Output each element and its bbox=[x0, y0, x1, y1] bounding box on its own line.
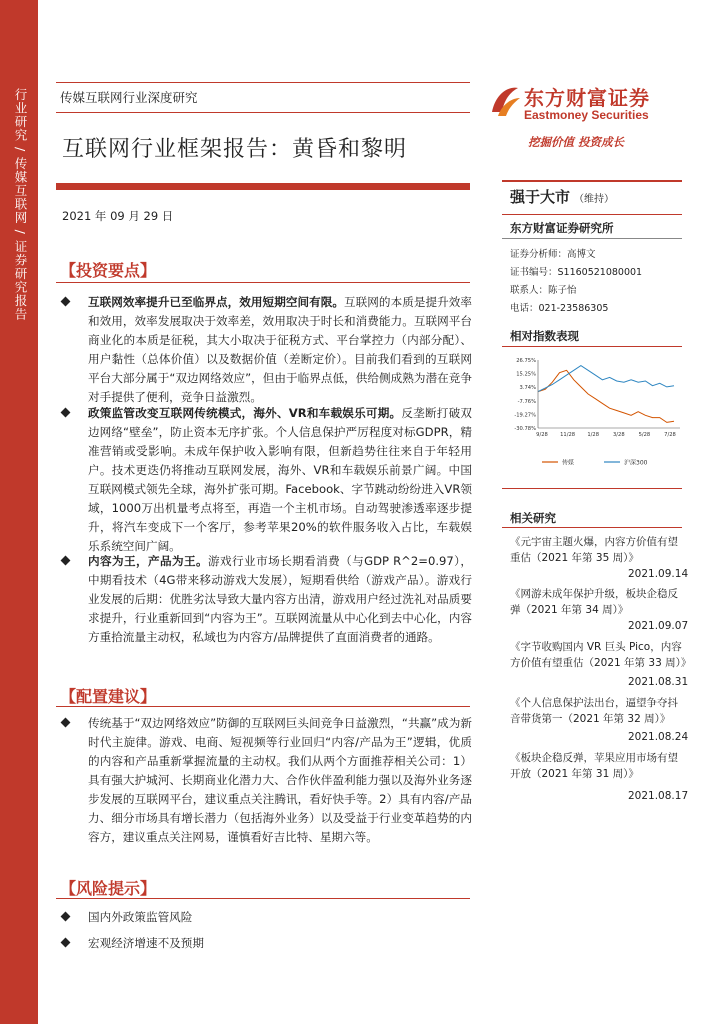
section-rule-config bbox=[56, 706, 470, 707]
bullet-diamond-icon bbox=[61, 718, 71, 728]
risk-point-1 bbox=[62, 908, 472, 927]
logo-mark-icon bbox=[488, 82, 522, 120]
bullet-diamond-icon bbox=[61, 556, 71, 566]
perf-head: 相对指数表现 bbox=[510, 329, 579, 343]
rating-sub: （维持） bbox=[574, 194, 615, 205]
risk-point-2 bbox=[62, 934, 472, 953]
section-head-invest: 【投资要点】 bbox=[60, 261, 157, 280]
chart-y-tick-label: 3.74% bbox=[519, 385, 536, 392]
company-logo bbox=[488, 80, 678, 130]
side-bar bbox=[0, 0, 38, 1024]
risk-point-1-text: 国内外政策监管风险 bbox=[88, 910, 193, 924]
related-head: 相关研究 bbox=[510, 511, 556, 525]
contact-phone: 电话：021-23586305 bbox=[510, 303, 609, 314]
invest-point-3-text: 游戏行业市场长期看消费（与GDP R^2=0.97），中期看技术（4G带来移动游戏大发展），短期看供给（游戏产品）。游戏行业发展的后期：优胜劣汰导致大量内容方出清，游戏用户经过洗礼对品质要求提升，行业重新回到“内容为王”。互联网流量从中心化到去中心化，内容方重拾流量主动权，私域也为内容方/品牌提供了直面消费者的通路。 bbox=[88, 554, 472, 644]
institute-name: 东方财富证券研究所 bbox=[510, 221, 614, 235]
related-item-2[interactable]: 《网游未成年保护升级，板块企稳反弹（2021 年第 34 周）》 bbox=[510, 588, 678, 616]
contact-name: 联系人：陈子怡 bbox=[510, 285, 577, 296]
rating-label: 强于大市 bbox=[510, 188, 571, 206]
bullet-diamond-icon bbox=[61, 912, 71, 922]
invest-point-2-text: 反垄断打破双边网络“壁垒”，防止资本无序扩张。个人信息保护严厉程度对标GDPR，精准营销或受影响。未成年保护收入影响有限，但新趋势往往来自于年轻用户。技术更迭仍将推动互联网发展，海外、VR和车载娱乐前景广阔。中国互联网模式领先全球，海外扩张可期。Facebook、字节跳动纷纷进入VR领域，1000万出机量考点将至，再造一个主机市场。自动驾驶渗透率逐步提升，将汽车变成下一个客厅，参考苹果20%的软件服务收入占比，车载娱乐系统空间广阔。 bbox=[88, 406, 472, 553]
rating-rule-top bbox=[502, 180, 682, 182]
chart-x-tick-label: 7/28 bbox=[664, 432, 676, 438]
slogan: 挖掘价值 投资成长 bbox=[528, 135, 625, 149]
chart-x-tick-label: 11/28 bbox=[560, 432, 576, 438]
report-category: 传媒互联网行业深度研究 bbox=[60, 90, 198, 105]
related-date-1: 2021.09.14 bbox=[628, 568, 689, 580]
invest-point-2-bold: 政策监管改变互联网传统模式，海外、VR和车载娱乐可期。 bbox=[88, 406, 402, 420]
invest-point-3-bold: 内容为王，产品为王。 bbox=[88, 554, 209, 568]
rating bbox=[510, 186, 614, 207]
logo-en-text: Eastmoney Securities bbox=[524, 108, 649, 122]
invest-point-3 bbox=[62, 552, 472, 647]
section-rule-invest bbox=[56, 282, 470, 283]
rating-rule-bottom bbox=[502, 214, 682, 215]
invest-point-1 bbox=[62, 293, 472, 407]
chart-y-tick-label: -7.76% bbox=[517, 398, 536, 405]
header-rule-top bbox=[56, 82, 470, 83]
bullet-diamond-icon bbox=[61, 408, 71, 418]
header-rule bbox=[56, 112, 470, 113]
report-date: 2021 年 09 月 29 日 bbox=[62, 209, 174, 223]
chart-legend-label-2: 沪深300 bbox=[624, 459, 648, 467]
related-date-4: 2021.08.24 bbox=[628, 731, 689, 743]
chart-y-tick-label: 15.25% bbox=[516, 371, 536, 378]
chart-x-tick-label: 3/28 bbox=[612, 432, 625, 438]
related-rule bbox=[502, 527, 682, 528]
invest-point-1-bold: 互联网效率提升已至临界点，效用短期空间有限。 bbox=[88, 295, 345, 309]
related-date-3: 2021.08.31 bbox=[628, 676, 689, 688]
related-item-4[interactable]: 《个人信息保护法出台，逼望争夺抖音带货第一（2021 年第 32 周）》 bbox=[510, 697, 678, 725]
config-point-1 bbox=[62, 714, 472, 847]
bullet-diamond-icon bbox=[61, 938, 71, 948]
invest-point-1-text: 互联网的本质是提升效率和效用，效率发展取决于效率差，效用取决于时长和消费能力。互联网平台商业化的本质是征税，其大小取决于征税方式、平台掌控力（内部分配）、用户黏性（总体价值）以及数据价值（差断定价）。目前我们看到的互联网平台大部分属于“双边网络效应”，但由于临界点低，供给侧成熟为潜在竞争对手提供了便利，竞争日益激烈。 bbox=[88, 295, 472, 404]
performance-chart bbox=[502, 354, 682, 474]
chart-y-tick-label: 26.75% bbox=[516, 358, 536, 364]
chart-x-tick-label: 1/28 bbox=[587, 432, 600, 438]
side-label: 行业研究 / 传媒互联网 / 证券研究报告 bbox=[13, 88, 28, 321]
section-head-risk: 【风险提示】 bbox=[60, 879, 157, 898]
chart-series-line-2 bbox=[538, 366, 674, 392]
logo-cn-text: 东方财富证券 bbox=[524, 86, 650, 110]
related-date-5: 2021.08.17 bbox=[628, 790, 689, 802]
config-point-1-text: 传统基于“双边网络效应”防御的互联网巨头间竞争日益激烈，“共赢”成为新时代主旋律。游戏、电商、短视频等行业回归“内容/产品为王”逻辑，优质的内容和产品重新掌握流量的主动权。我们从两个方面推荐相关公司：1）具有强大护城河、长期商业化潜力大、合作伙伴盈利能力强以及海外业务逐步发展的互联网平台，建议重点关注腾讯，看好快手等。2）具有内容/产品力、细分市场具有增长潜力（包括海外业务）以及受益于行业变革趋势的内容方，建议重点关注网易，谨慎看好吉比特、星期六等。 bbox=[88, 716, 472, 844]
page-title: 互联网行业框架报告：黄昏和黎明 bbox=[62, 137, 408, 162]
related-item-1[interactable]: 《元宇宙主题火爆，内容方价值有望重估（2021 年第 35 周）》 bbox=[510, 536, 678, 564]
section-rule-risk bbox=[56, 898, 470, 899]
chart-y-tick-label: -30.78% bbox=[514, 426, 536, 432]
risk-point-2-text: 宏观经济增速不及预期 bbox=[88, 936, 204, 950]
related-item-3[interactable]: 《字节收购国内 VR 巨头 Pico，内容方价值有望重估（2021 年第 33 周）》 bbox=[510, 641, 692, 669]
chart-x-tick-label: 5/28 bbox=[638, 432, 651, 438]
analyst-name: 证券分析师：高博文 bbox=[510, 249, 596, 260]
chart-rule bbox=[502, 488, 682, 489]
title-bar bbox=[56, 183, 470, 190]
related-date-2: 2021.09.07 bbox=[628, 620, 689, 632]
chart-x-tick-label: 9/28 bbox=[536, 432, 548, 438]
chart-y-tick-label: -19.27% bbox=[514, 412, 536, 419]
institute-rule bbox=[502, 238, 682, 239]
perf-rule bbox=[502, 346, 682, 347]
invest-point-2 bbox=[62, 404, 472, 556]
related-item-5[interactable]: 《板块企稳反弹，苹果应用市场有望开放（2021 年第 31 周）》 bbox=[510, 752, 678, 780]
section-head-config: 【配置建议】 bbox=[60, 687, 157, 706]
chart-legend-label-1: 传媒 bbox=[562, 459, 575, 467]
analyst-cert: 证书编号：S1160521080001 bbox=[510, 267, 643, 278]
bullet-diamond-icon bbox=[61, 297, 71, 307]
